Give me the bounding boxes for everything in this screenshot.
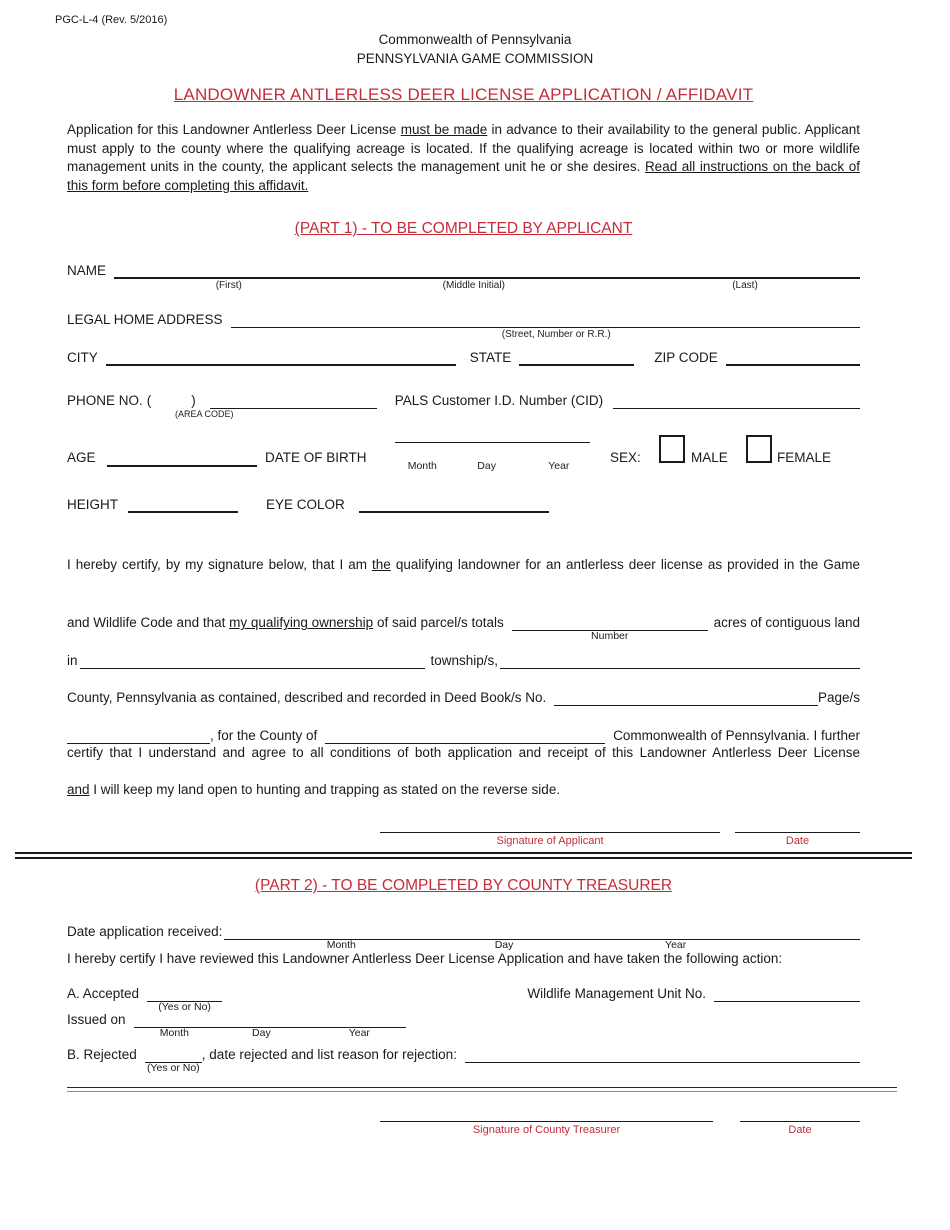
wmu-label: Wildlife Management Unit No. bbox=[527, 985, 706, 1001]
cert-line1 bbox=[67, 556, 860, 594]
name-input-line[interactable] bbox=[114, 262, 860, 279]
applicant-date-block bbox=[735, 819, 860, 847]
applicant-signature-block bbox=[380, 819, 720, 847]
cert-l4a: County, Pennsylvania as contained, described and recorded in Deed Book/s No. bbox=[67, 690, 547, 706]
intro-seg1: Application for this Landowner Antlerless Deer License bbox=[67, 122, 401, 137]
cert-line6: certify that I understand and agree to all conditions of both application and receipt of this Landowner Antlerless Deer License bbox=[67, 744, 860, 760]
org-line1: Commonwealth of Pennsylvania bbox=[378, 32, 572, 47]
form-title: LANDOWNER ANTLERLESS DEER LICENSE APPLICATION / AFFIDAVIT bbox=[173, 85, 754, 104]
state-input-line[interactable] bbox=[519, 349, 634, 366]
accepted-yesno-sublabel: (Yes or No) bbox=[158, 1000, 211, 1013]
address-sublabels bbox=[67, 328, 860, 341]
phone-row bbox=[67, 392, 860, 420]
issued-day-sublabel: Day bbox=[252, 1026, 271, 1039]
treasurer-signature-line[interactable] bbox=[380, 1108, 713, 1122]
issued-month-sublabel: Month bbox=[159, 1026, 189, 1039]
cert-l5a: , for the County of bbox=[210, 727, 318, 743]
date-received-input-line[interactable] bbox=[224, 923, 860, 951]
area-code-input[interactable] bbox=[151, 392, 191, 409]
pages-input-line[interactable] bbox=[67, 727, 210, 744]
wmu-input-line[interactable] bbox=[714, 985, 860, 1002]
part1-heading: (PART 1) - TO BE COMPLETED BY APPLICANT bbox=[294, 220, 633, 238]
township-input-line[interactable] bbox=[80, 652, 425, 669]
received-month-sublabel: Month bbox=[326, 938, 356, 951]
treasurer-date-block bbox=[740, 1108, 860, 1136]
phone-input-line[interactable] bbox=[210, 392, 377, 409]
dob-input-line[interactable] bbox=[395, 442, 590, 472]
name-sub-middle: (Middle Initial) bbox=[442, 280, 505, 292]
phone-paren-open: ( bbox=[146, 393, 152, 409]
received-day-sublabel: Day bbox=[494, 938, 514, 951]
bottom-divider bbox=[67, 1087, 897, 1092]
certification-paragraph bbox=[67, 556, 860, 819]
cert-l7-underlined: and bbox=[67, 782, 90, 798]
cert-l2-underlined: my qualifying ownership bbox=[229, 615, 374, 631]
county-input-line[interactable] bbox=[325, 727, 605, 744]
female-label: FEMALE bbox=[777, 450, 832, 466]
phone-paren-close: ) bbox=[191, 393, 196, 409]
state-label: STATE bbox=[469, 350, 512, 366]
rejected-rest-label: , date rejected and list reason for rejection: bbox=[201, 1046, 457, 1062]
intro-paragraph bbox=[67, 121, 860, 195]
name-sublabels bbox=[67, 279, 860, 292]
cert-l3b: township/s, bbox=[430, 652, 499, 668]
cert-l7b: I will keep my land open to hunting and trapping as stated on the reverse side. bbox=[89, 782, 561, 798]
female-checkbox[interactable] bbox=[746, 435, 772, 463]
cert-l5b: Commonwealth of Pennsylvania. I further bbox=[613, 727, 860, 743]
treasurer-signature-caption: Signature of County Treasurer bbox=[472, 1123, 621, 1136]
org-header bbox=[0, 0, 950, 68]
acres-number-sublabel: Number bbox=[591, 630, 629, 643]
cert-line2 bbox=[67, 594, 860, 643]
intro-seg2-underlined: must be made bbox=[400, 122, 488, 137]
treasurer-date-line[interactable] bbox=[740, 1108, 860, 1122]
org-line2: PENNSYLVANIA GAME COMMISSION bbox=[356, 51, 594, 66]
issued-input-line[interactable] bbox=[134, 1011, 406, 1039]
form-number: PGC-L-4 (Rev. 5/2016) bbox=[55, 14, 168, 26]
dob-label: DATE OF BIRTH bbox=[265, 450, 367, 466]
treasurer-signature-block bbox=[380, 1108, 713, 1136]
height-label: HEIGHT bbox=[67, 497, 119, 513]
name-sub-first: (First) bbox=[215, 280, 242, 292]
city-label: CITY bbox=[67, 350, 98, 366]
date-received-row bbox=[67, 923, 860, 951]
treasurer-date-caption: Date bbox=[788, 1123, 812, 1136]
applicant-date-line[interactable] bbox=[735, 819, 860, 833]
accepted-group bbox=[67, 985, 222, 1013]
cert-l1b: qualifying landowner for an antlerless deer license as provided in the Game bbox=[390, 557, 860, 573]
city-state-zip-row bbox=[67, 349, 860, 366]
cert-l2c: acres of contiguous land bbox=[713, 615, 860, 631]
accepted-input-line[interactable] bbox=[147, 985, 222, 1013]
accepted-label: A. Accepted bbox=[67, 985, 140, 1001]
cert-l4b: Page/s bbox=[817, 690, 860, 706]
address-label: LEGAL HOME ADDRESS bbox=[67, 312, 223, 328]
issued-label: Issued on bbox=[67, 1011, 126, 1027]
issued-year-sublabel: Year bbox=[348, 1026, 370, 1039]
address-row bbox=[67, 311, 860, 328]
age-input-line[interactable] bbox=[107, 449, 257, 467]
received-year-sublabel: Year bbox=[665, 938, 687, 951]
cert-line5 bbox=[67, 706, 860, 744]
name-sub-last: (Last) bbox=[732, 280, 758, 292]
applicant-signature-line[interactable] bbox=[380, 819, 720, 833]
cert-l2a: and Wildlife Code and that bbox=[67, 615, 230, 631]
city-input-line[interactable] bbox=[106, 349, 456, 366]
address-input-line[interactable] bbox=[231, 311, 860, 328]
cert-l2b: of said parcel/s totals bbox=[373, 615, 504, 631]
intro-seg3: in advance to their availability to the general public. Applicant must apply to the county where the qualifying acreage is located. If the qualifying acreage is located within two or more wildlife management units in the county, the applicant selects the management unit he or she desires. bbox=[67, 122, 860, 175]
pals-label: PALS Customer I.D. Number (CID) bbox=[394, 393, 604, 409]
rejected-row bbox=[67, 1046, 860, 1074]
part2-section bbox=[67, 923, 860, 1136]
dob-month-sublabel: Month bbox=[407, 460, 437, 473]
rejection-reason-input-line[interactable] bbox=[465, 1046, 860, 1063]
rejected-input-line[interactable] bbox=[145, 1046, 202, 1074]
township2-input-line[interactable] bbox=[500, 652, 860, 669]
deed-book-input-line[interactable] bbox=[554, 689, 818, 706]
eye-color-input-line[interactable] bbox=[359, 496, 549, 513]
treasurer-signature-row bbox=[67, 1108, 860, 1136]
cert-l1a: I hereby certify, by my signature below, that I am bbox=[67, 557, 373, 573]
dob-day-sublabel: Day bbox=[477, 460, 496, 473]
name-row bbox=[67, 262, 860, 279]
dob-year-sublabel: Year bbox=[548, 460, 570, 473]
applicant-signature-row bbox=[67, 819, 860, 847]
male-checkbox[interactable] bbox=[659, 435, 685, 463]
issued-row bbox=[67, 1011, 860, 1039]
cert-l1-underlined: the bbox=[372, 557, 391, 573]
wmu-group bbox=[527, 985, 860, 1002]
address-sub-street: (Street, Number or R.R.) bbox=[501, 329, 611, 341]
cert-line4 bbox=[67, 669, 860, 707]
height-eyecolor-row bbox=[67, 496, 860, 513]
age-label: AGE bbox=[67, 450, 96, 466]
part-divider bbox=[15, 852, 912, 859]
part2-heading: (PART 2) - TO BE COMPLETED BY COUNTY TREASURER bbox=[254, 876, 673, 894]
zip-input-line[interactable] bbox=[726, 349, 860, 366]
intro-seg4-underlined: Read all instructions on the back of this form before completing this affidavit. bbox=[67, 159, 860, 193]
pals-input-line[interactable] bbox=[613, 392, 860, 409]
phone-label: PHONE NO. bbox=[67, 393, 143, 409]
applicant-date-caption: Date bbox=[785, 834, 810, 847]
zip-label: ZIP CODE bbox=[654, 350, 718, 366]
name-label: NAME bbox=[67, 263, 107, 279]
age-dob-sex-row bbox=[67, 435, 860, 479]
male-label: MALE bbox=[691, 450, 728, 466]
rejected-label: B. Rejected bbox=[67, 1046, 137, 1062]
cert-line3 bbox=[67, 631, 860, 669]
eye-color-label: EYE COLOR bbox=[266, 497, 345, 513]
acres-input-line[interactable] bbox=[512, 614, 708, 643]
treasurer-certify-line: I hereby certify I have reviewed this Landowner Antlerless Deer License Application and have taken the following action: bbox=[67, 950, 783, 966]
accepted-row bbox=[67, 985, 860, 1013]
cert-line7 bbox=[67, 781, 860, 819]
height-input-line[interactable] bbox=[128, 496, 238, 513]
applicant-signature-caption: Signature of Applicant bbox=[496, 834, 604, 847]
cert-l3a: in bbox=[67, 652, 78, 668]
area-code-sublabel: (AREA CODE) bbox=[175, 409, 234, 420]
date-received-label: Date application received: bbox=[67, 923, 223, 939]
rejected-yesno-sublabel: (Yes or No) bbox=[146, 1061, 200, 1074]
sex-label: SEX: bbox=[610, 450, 641, 466]
